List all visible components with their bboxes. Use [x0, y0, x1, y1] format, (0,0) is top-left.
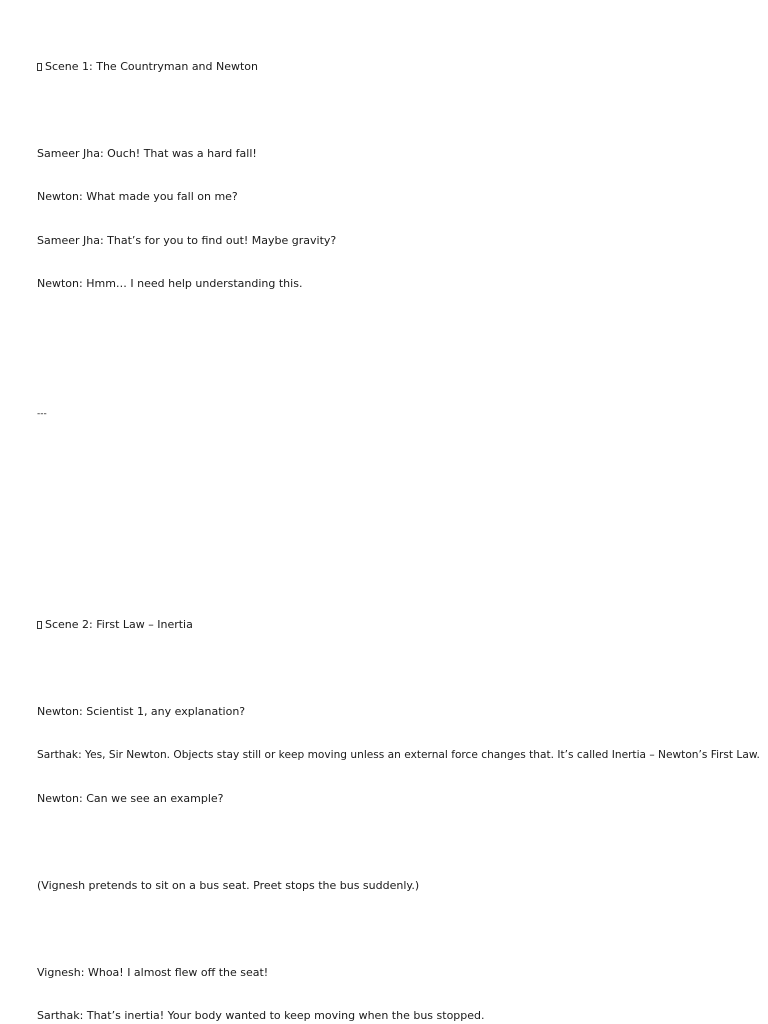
dialogue-line: Sarthak: Yes, Sir Newton. Objects stay still or keep moving unless an external force changes that. It’s called Inertia – Newton’s First Law. — [37, 749, 760, 761]
missing-glyph-icon — [37, 63, 42, 71]
missing-glyph-icon — [37, 621, 42, 629]
scene-1-heading-text: Scene 1: The Countryman and Newton — [45, 60, 259, 73]
dialogue-line: Sarthak: That’s inertia! Your body wanted to keep moving when the bus stopped. — [37, 1009, 485, 1022]
dialogue-line: Vignesh: Whoa! I almost flew off the seat! — [37, 966, 269, 979]
section-separator: --- — [37, 409, 47, 419]
dialogue-line: Newton: Scientist 1, any explanation? — [37, 705, 246, 718]
dialogue-line: Newton: What made you fall on me? — [37, 190, 238, 203]
dialogue-line: Newton: Hmm… I need help understanding this. — [37, 277, 303, 290]
dialogue-line: Newton: Can we see an example? — [37, 792, 224, 805]
dialogue-line: Sameer Jha: That’s for you to find out! Maybe gravity? — [37, 234, 337, 247]
stage-direction: (Vignesh pretends to sit on a bus seat. Preet stops the bus suddenly.) — [37, 879, 420, 892]
scene-2-heading-text: Scene 2: First Law – Inertia — [45, 618, 193, 631]
scene-1-heading — [37, 60, 258, 74]
dialogue-line: Sameer Jha: Ouch! That was a hard fall! — [37, 147, 257, 160]
scene-2-heading — [37, 618, 193, 632]
